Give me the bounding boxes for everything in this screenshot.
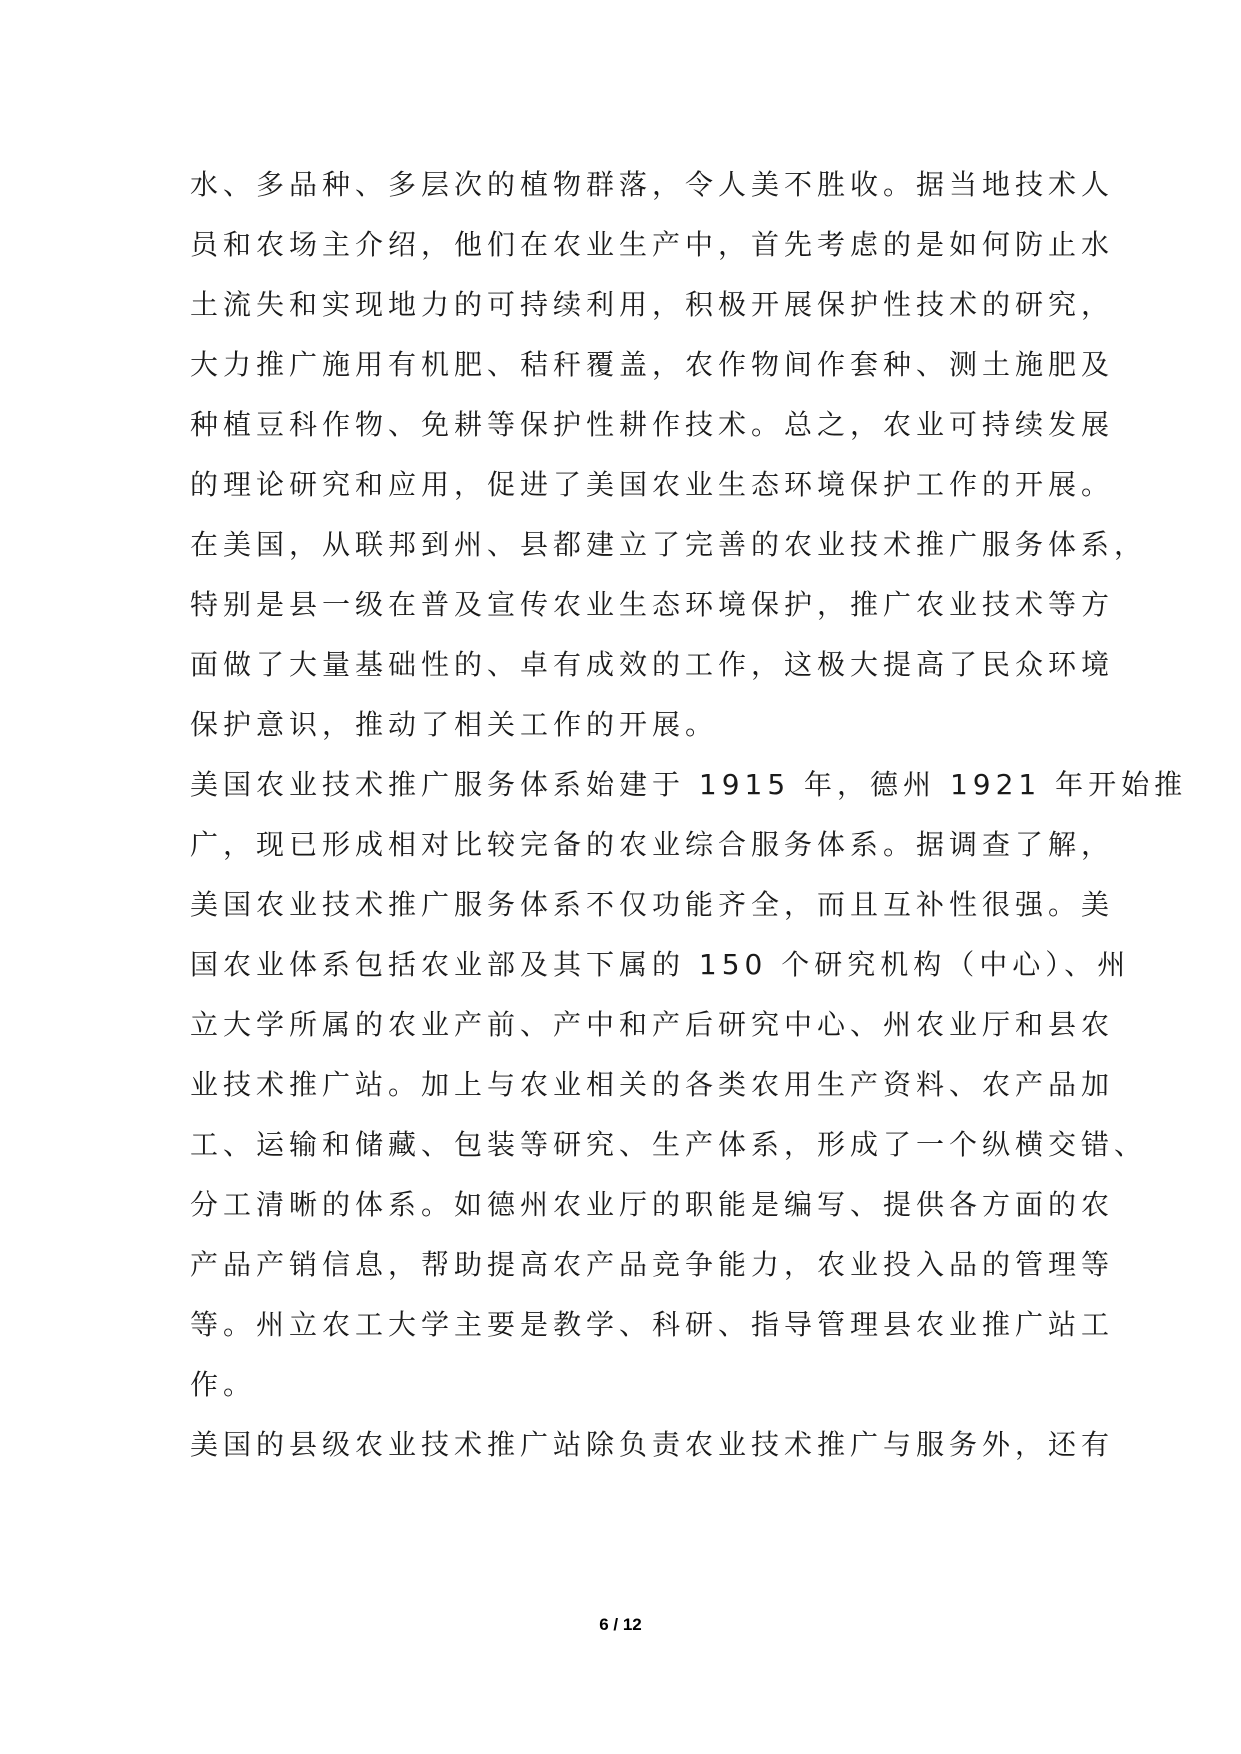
text-line: 等。州立农工大学主要是教学、科研、指导管理县农业推广站工 xyxy=(190,1308,1115,1341)
text-line: 大力推广施用有机肥、秸秆覆盖，农作物间作套种、测土施肥及 xyxy=(190,348,1115,381)
text-line: 在美国，从联邦到州、县都建立了完善的农业技术推广服务体系， xyxy=(190,528,1148,561)
page-number: 6 / 12 xyxy=(599,1615,642,1634)
text-line: 国农业体系包括农业部及其下属的 150 个研究机构（中心）、州 xyxy=(190,948,1131,981)
text-line: 面做了大量基础性的、卓有成效的工作，这极大提高了民众环境 xyxy=(190,648,1115,681)
text-line: 美国农业技术推广服务体系始建于 1915 年，德州 1921 年开始推 xyxy=(190,768,1188,801)
text-line: 广，现已形成相对比较完备的农业综合服务体系。据调查了解， xyxy=(190,828,1115,861)
body-text xyxy=(190,155,1188,1475)
text-line: 分工清晰的体系。如德州农业厅的职能是编写、提供各方面的农 xyxy=(190,1188,1115,1221)
text-line: 产品产销信息，帮助提高农产品竞争能力，农业投入品的管理等 xyxy=(190,1248,1115,1281)
text-line: 的理论研究和应用，促进了美国农业生态环境保护工作的开展。 xyxy=(190,468,1115,501)
text-line: 业技术推广站。加上与农业相关的各类农用生产资料、农产品加 xyxy=(190,1068,1115,1101)
text-line: 作。 xyxy=(190,1368,257,1401)
text-line: 水、多品种、多层次的植物群落，令人美不胜收。据当地技术人 xyxy=(190,168,1115,201)
text-line: 保护意识，推动了相关工作的开展。 xyxy=(190,708,719,741)
text-line: 工、运输和储藏、包装等研究、生产体系，形成了一个纵横交错、 xyxy=(190,1128,1148,1161)
text-line: 美国农业技术推广服务体系不仅功能齐全，而且互补性很强。美 xyxy=(190,888,1115,921)
text-line: 土流失和实现地力的可持续利用，积极开展保护性技术的研究， xyxy=(190,288,1115,321)
text-line: 立大学所属的农业产前、产中和产后研究中心、州农业厅和县农 xyxy=(190,1008,1115,1041)
text-line: 员和农场主介绍，他们在农业生产中，首先考虑的是如何防止水 xyxy=(190,228,1115,261)
text-line: 特别是县一级在普及宣传农业生态环境保护，推广农业技术等方 xyxy=(190,588,1115,621)
text-line: 种植豆科作物、免耕等保护性耕作技术。总之，农业可持续发展 xyxy=(190,408,1115,441)
text-line: 美国的县级农业技术推广站除负责农业技术推广与服务外，还有 xyxy=(190,1428,1115,1461)
